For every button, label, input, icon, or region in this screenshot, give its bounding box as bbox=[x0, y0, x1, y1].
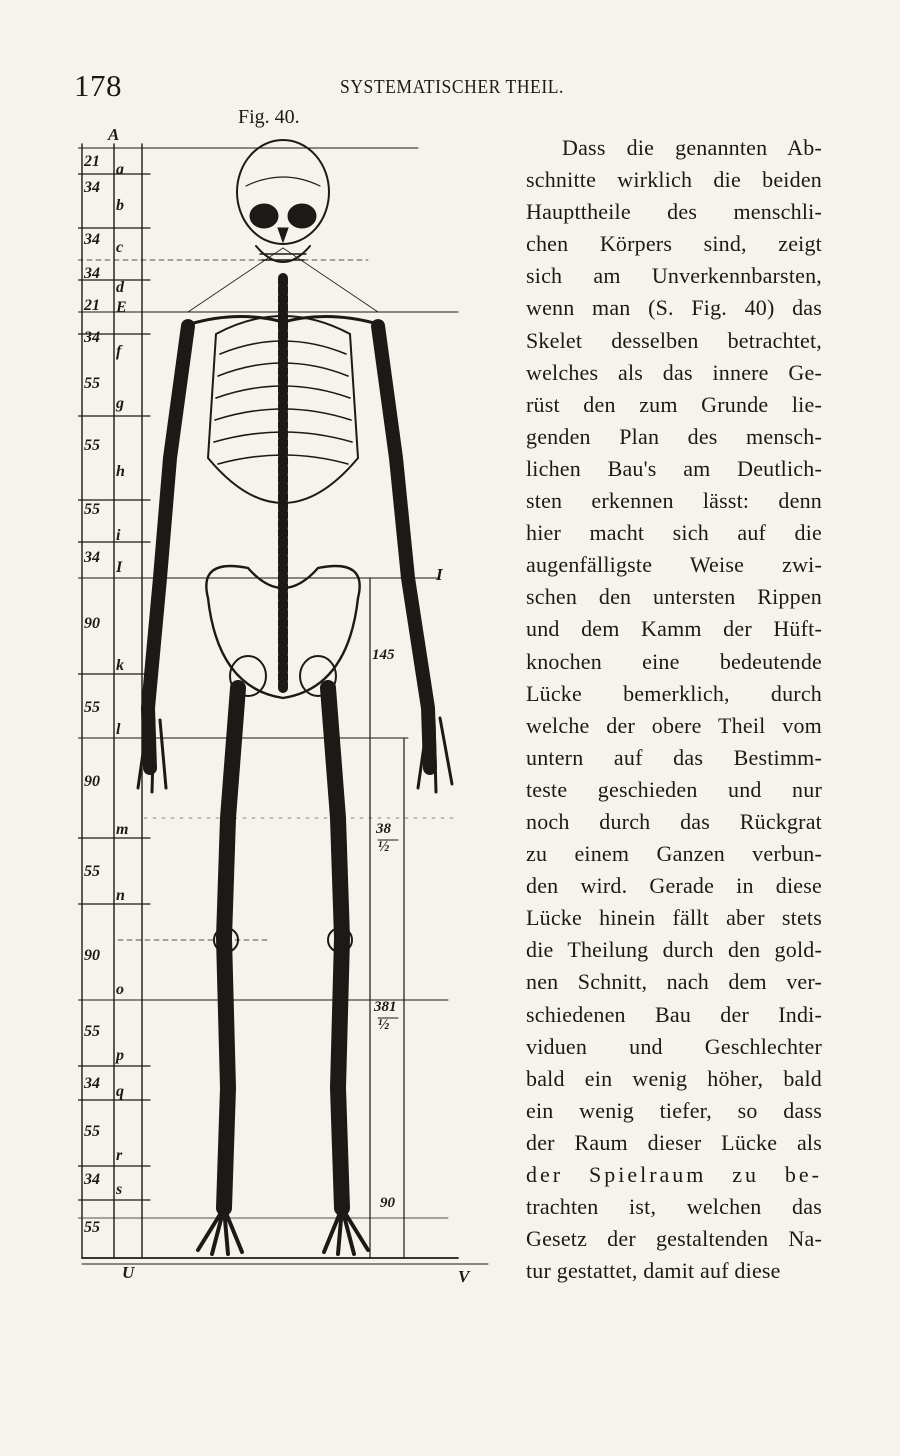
text-line: rüst den zum Grunde lie- bbox=[526, 391, 822, 417]
text-line: viduen und Geschlechter bbox=[526, 1033, 822, 1059]
segment-letter: n bbox=[116, 887, 125, 904]
segment-letter: p bbox=[116, 1047, 124, 1064]
measure-number: 90 bbox=[84, 773, 100, 790]
text-line: Haupttheile des menschli- bbox=[526, 199, 822, 225]
measure-number: 34 bbox=[84, 265, 100, 282]
measure-number: 55 bbox=[84, 501, 100, 518]
fraction-mark: ½ bbox=[378, 1017, 390, 1033]
measure-number: 34 bbox=[84, 549, 100, 566]
body-text bbox=[526, 132, 822, 1287]
measure-number: 21 bbox=[84, 153, 100, 170]
text-line: genden Plan des mensch- bbox=[526, 423, 822, 449]
text-line: sten erkennen lässt: denn bbox=[526, 488, 822, 514]
measure-number: 55 bbox=[84, 1023, 100, 1040]
segment-letter: d bbox=[116, 279, 124, 296]
page-number: 178 bbox=[74, 68, 122, 103]
right-division-label: I bbox=[436, 565, 443, 584]
dimension-label: 38 bbox=[376, 821, 391, 837]
segment-letter: f bbox=[116, 343, 122, 360]
text-line: noch durch das Rückgrat bbox=[526, 808, 822, 834]
text-line: sich am Unverkennbarsten, bbox=[526, 263, 822, 289]
bottom-left-label: U bbox=[122, 1263, 135, 1282]
measure-number: 55 bbox=[84, 863, 100, 880]
segment-letter: k bbox=[116, 657, 124, 674]
segment-letter: l bbox=[116, 721, 121, 738]
segment-letter: c bbox=[116, 239, 124, 256]
measure-number: 34 bbox=[84, 1171, 100, 1188]
measure-number: 34 bbox=[84, 1075, 100, 1092]
segment-letter: h bbox=[116, 463, 125, 480]
text-line: bald ein wenig höher, bald bbox=[526, 1065, 822, 1091]
measure-number: 55 bbox=[84, 437, 100, 454]
text-line: Lücke hinein fällt aber stets bbox=[526, 905, 822, 931]
text-line: Skelet desselben betrachtet, bbox=[526, 327, 822, 353]
dimension-label: 145 bbox=[372, 647, 395, 663]
segment-letter: g bbox=[116, 395, 124, 412]
text-line: der Raum dieser Lücke als bbox=[526, 1129, 822, 1155]
figure-caption: Fig. 40. bbox=[238, 106, 300, 128]
text-line: lichen Bau's am Deutlich- bbox=[526, 455, 822, 481]
text-line: schnitte wirklich die beiden bbox=[526, 167, 822, 193]
measure-number: 90 bbox=[84, 615, 100, 632]
text-line: nen Schnitt, nach dem ver- bbox=[526, 969, 822, 995]
text-line: trachten ist, welchen das bbox=[526, 1194, 822, 1220]
measure-number: 55 bbox=[84, 375, 100, 392]
text-line: tur gestattet, damit auf diese bbox=[526, 1258, 781, 1284]
text-line: wenn man (S. Fig. 40) das bbox=[526, 295, 822, 321]
text-line: untern auf das Bestimm- bbox=[526, 744, 822, 770]
segment-letter: I bbox=[116, 559, 123, 576]
text-line: ein wenig tiefer, so dass bbox=[526, 1097, 822, 1123]
dimension-label: 90 bbox=[380, 1195, 395, 1211]
segment-letter: s bbox=[116, 1181, 123, 1198]
text-line: Gesetz der gestaltenden Na- bbox=[526, 1226, 822, 1252]
measure-number: 55 bbox=[84, 1123, 100, 1140]
text-line: augenfälligste Weise zwi- bbox=[526, 552, 822, 578]
measure-number: 55 bbox=[84, 699, 100, 716]
segment-letter: a bbox=[116, 161, 124, 178]
text-line: teste geschieden und nur bbox=[526, 776, 822, 802]
measure-number: 34 bbox=[84, 329, 100, 346]
segment-letter: r bbox=[116, 1147, 123, 1164]
measure-number: 34 bbox=[84, 179, 100, 196]
measure-number: 55 bbox=[84, 1219, 100, 1236]
text-line: welches als das innere Ge- bbox=[526, 359, 822, 385]
text-line: chen Körpers sind, zeigt bbox=[526, 231, 822, 257]
measure-number: 21 bbox=[84, 297, 100, 314]
text-line: Dass die genannten Ab- bbox=[562, 135, 822, 160]
text-line: den wird. Gerade in diese bbox=[526, 873, 822, 899]
text-line: knochen eine bedeutende bbox=[526, 648, 822, 674]
dimension-label: 381 bbox=[374, 999, 397, 1015]
bottom-right-label: V bbox=[458, 1267, 470, 1286]
page-header bbox=[74, 68, 864, 108]
skeleton-engraving bbox=[78, 125, 498, 1288]
segment-letter: b bbox=[116, 197, 124, 214]
fraction-mark: ½ bbox=[378, 839, 390, 855]
segment-letter: q bbox=[116, 1083, 124, 1100]
measure-number: 90 bbox=[84, 947, 100, 964]
text-line: der Spielraum zu be- bbox=[526, 1162, 822, 1187]
text-line: welche der obere Theil vom bbox=[526, 712, 822, 738]
text-line: schiedenen Bau der Indi- bbox=[526, 1001, 822, 1027]
segment-letter: m bbox=[116, 821, 129, 838]
text-line: schen den untersten Rippen bbox=[526, 584, 822, 610]
text-line: die Theilung durch den gold- bbox=[526, 937, 822, 963]
segment-letter: i bbox=[116, 527, 121, 544]
segment-letter: E bbox=[116, 299, 127, 316]
text-line: Lücke bemerklich, durch bbox=[526, 680, 822, 706]
text-line: zu einem Ganzen verbun- bbox=[526, 841, 822, 867]
running-head: SYSTEMATISCHER THEIL. bbox=[340, 76, 564, 98]
top-point-label: A bbox=[108, 125, 120, 144]
segment-letter: o bbox=[116, 981, 124, 998]
text-line: hier macht sich auf die bbox=[526, 520, 822, 546]
skeleton-proportion-figure bbox=[78, 125, 498, 1288]
measure-number: 34 bbox=[84, 231, 100, 248]
text-line: und dem Kamm der Hüft- bbox=[526, 616, 822, 642]
